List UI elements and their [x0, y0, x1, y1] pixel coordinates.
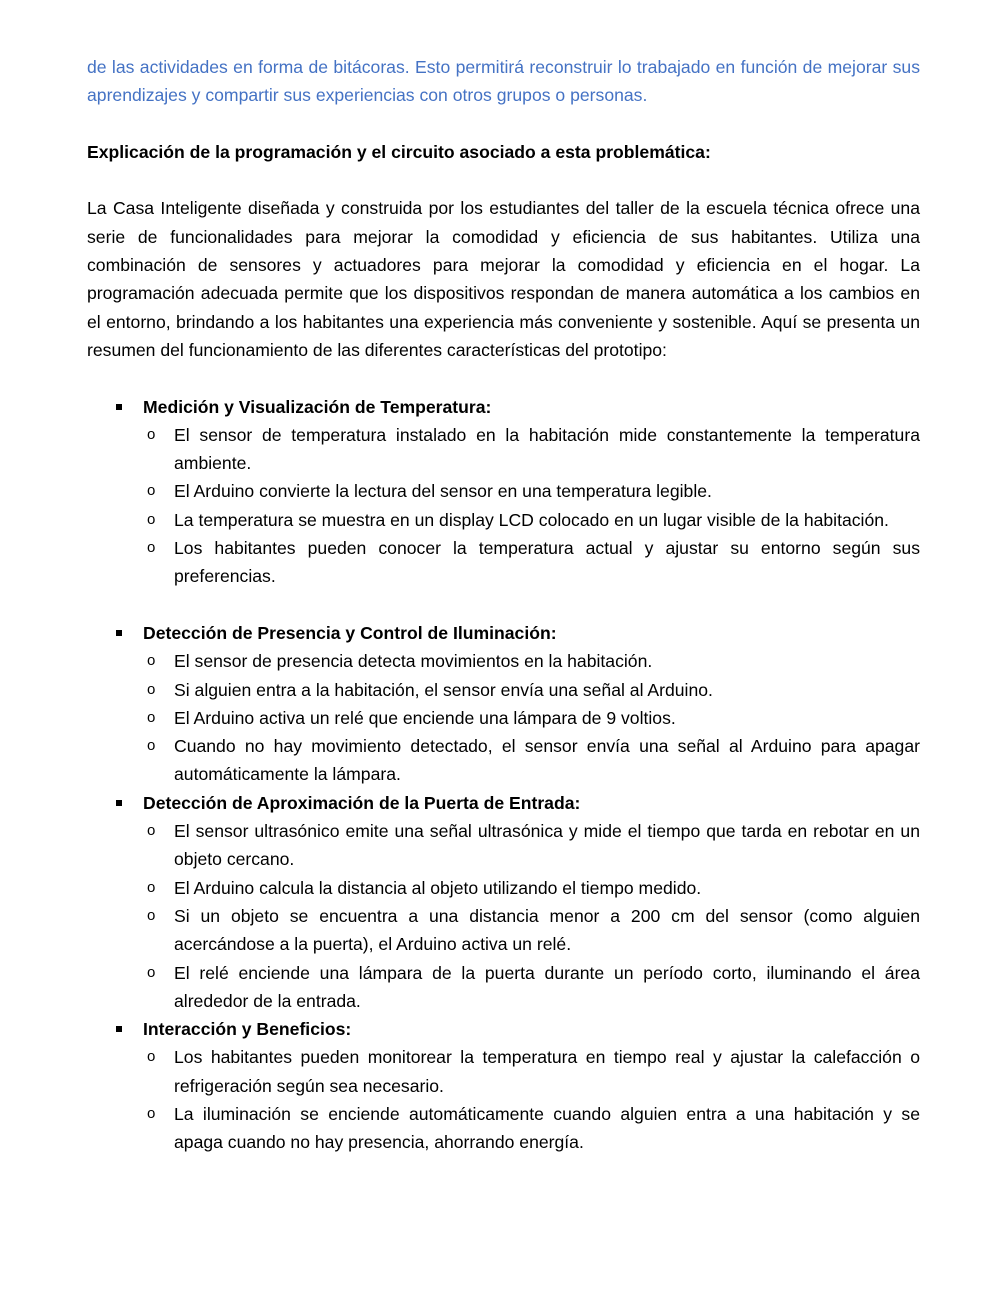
feature-title: [87, 1015, 920, 1043]
list-item: [87, 506, 920, 534]
list-item: [87, 902, 920, 959]
circle-bullet-icon: o: [147, 878, 156, 896]
list-item: [87, 732, 920, 789]
list-item-text: Si alguien entra a la habitación, el sensor envía una señal al Arduino.: [174, 679, 713, 700]
circle-bullet-icon: o: [147, 708, 156, 726]
list-item: [87, 959, 920, 1016]
list-item: [87, 647, 920, 675]
list-item-text: El Arduino calcula la distancia al objeto utilizando el tiempo medido.: [174, 877, 702, 898]
spacer: [87, 166, 920, 194]
spacer: [87, 364, 920, 392]
list-item-text: El relé enciende una lámpara de la puerta durante un período corto, iluminando el área alrededor de la entrada.: [174, 962, 920, 1011]
feature-section-presence: [87, 619, 920, 789]
feature-items: [87, 817, 920, 1015]
feature-title-text: Detección de Aproximación de la Puerta de Entrada:: [143, 792, 581, 813]
intro-continuation-paragraph: de las actividades en forma de bitácoras. Esto permitirá reconstruir lo trabajado en función de mejorar sus aprendizajes y compartir sus experiencias con otros grupos o personas.: [87, 57, 920, 106]
feature-title: [87, 619, 920, 647]
circle-bullet-icon: o: [147, 425, 156, 443]
circle-bullet-icon: o: [147, 906, 156, 924]
document-page: [87, 53, 920, 1157]
feature-title-text: Detección de Presencia y Control de Iluminación:: [143, 622, 557, 643]
circle-bullet-icon: o: [147, 680, 156, 698]
circle-bullet-icon: o: [147, 822, 156, 840]
circle-bullet-icon: o: [147, 1104, 156, 1122]
circle-bullet-icon: o: [147, 539, 156, 557]
circle-bullet-icon: o: [147, 652, 156, 670]
spacer: [87, 110, 920, 138]
list-item: [87, 421, 920, 478]
circle-bullet-icon: o: [147, 737, 156, 755]
feature-items: [87, 1043, 920, 1156]
section-heading: Explicación de la programación y el circuito asociado a esta problemática:: [87, 141, 711, 162]
feature-title: [87, 393, 920, 421]
feature-items: [87, 647, 920, 788]
circle-bullet-icon: o: [147, 1048, 156, 1066]
list-item-text: Los habitantes pueden monitorear la temperatura en tiempo real y ajustar la calefacción o refrigeración según sea necesario.: [174, 1047, 920, 1096]
circle-bullet-icon: o: [147, 482, 156, 500]
list-item-text: Cuando no hay movimiento detectado, el sensor envía una señal al Arduino para apagar automáticamente la lámpara.: [174, 736, 920, 785]
list-item: [87, 874, 920, 902]
list-item: [87, 477, 920, 505]
list-item-text: El Arduino convierte la lectura del sensor en una temperatura legible.: [174, 481, 712, 502]
list-item: [87, 1043, 920, 1100]
list-item: [87, 704, 920, 732]
feature-title-text: Interacción y Beneficios:: [143, 1019, 352, 1040]
circle-bullet-icon: o: [147, 510, 156, 528]
list-item: [87, 676, 920, 704]
list-item: [87, 534, 920, 591]
list-item-text: Los habitantes pueden conocer la temperatura actual y ajustar su entorno según sus preferencias.: [174, 538, 920, 587]
feature-section-door: [87, 789, 920, 1015]
feature-section-benefits: [87, 1015, 920, 1156]
list-item-text: El sensor ultrasónico emite una señal ultrasónica y mide el tiempo que tarda en rebotar en un objeto cercano.: [174, 821, 920, 870]
list-item-text: El sensor de temperatura instalado en la habitación mide constantemente la temperatura ambiente.: [174, 424, 920, 474]
feature-title: [87, 789, 920, 817]
feature-items: [87, 421, 920, 591]
body-paragraph: La Casa Inteligente diseñada y construida por los estudiantes del taller de la escuela técnica ofrece una serie de funcionalidades para mejorar la comodidad y eficiencia de sus habitantes. Utiliza una combinación de sensores y actuadores para mejorar la comodidad y eficiencia en el hogar. La programación adecuada permite que los dispositivos respondan de manera automática a los cambios en el entorno, brindando a los habitantes una experiencia más conveniente y sostenible. Aquí se presenta un resumen del funcionamiento de las diferentes características del prototipo:: [87, 198, 920, 360]
list-item: [87, 817, 920, 874]
list-item: [87, 1100, 920, 1157]
square-bullet-icon: [116, 1026, 122, 1032]
list-item-text: El sensor de presencia detecta movimientos en la habitación.: [174, 651, 653, 672]
feature-title-text: Medición y Visualización de Temperatura:: [143, 396, 492, 417]
list-item-text: El Arduino activa un relé que enciende una lámpara de 9 voltios.: [174, 707, 676, 728]
square-bullet-icon: [116, 404, 122, 410]
feature-section-temperature: [87, 393, 920, 591]
list-item-text: Si un objeto se encuentra a una distancia menor a 200 cm del sensor (como alguien acercándose a la puerta), el Arduino activa un relé.: [174, 905, 920, 955]
circle-bullet-icon: o: [147, 963, 156, 981]
spacer: [87, 591, 920, 619]
square-bullet-icon: [116, 630, 122, 636]
list-item-text: La temperatura se muestra en un display LCD colocado en un lugar visible de la habitación.: [174, 509, 889, 530]
square-bullet-icon: [116, 800, 122, 806]
list-item-text: La iluminación se enciende automáticamente cuando alguien entra a una habitación y se apaga cuando no hay presencia, ahorrando energía.: [174, 1103, 920, 1153]
